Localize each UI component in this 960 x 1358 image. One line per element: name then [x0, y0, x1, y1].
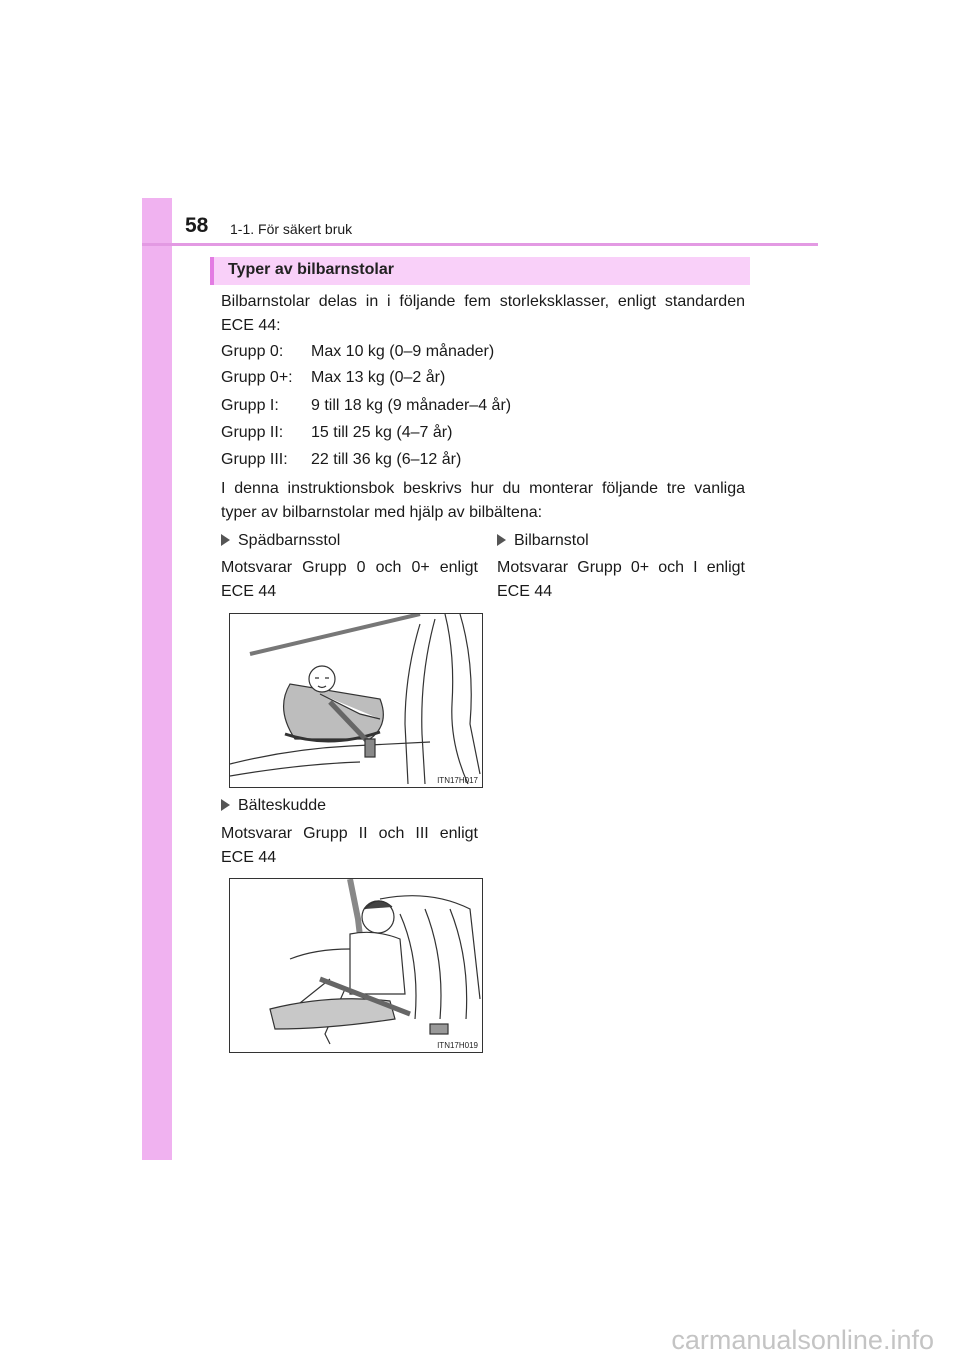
- type-heading-booster-cushion: [221, 794, 326, 818]
- group-value: 15 till 25 kg (4–7 år): [311, 424, 453, 441]
- group-label: Grupp II:: [221, 424, 284, 441]
- type-description: Motsvarar Grupp 0+ och I enligt ECE 44: [497, 559, 745, 600]
- chapter-side-bar: [142, 198, 172, 1160]
- infant-seat-illustration: [229, 613, 483, 788]
- type-title: Bälteskudde: [238, 797, 327, 814]
- type-title: Bilbarnstol: [514, 532, 589, 549]
- type-title: Spädbarnsstol: [238, 532, 341, 549]
- triangle-bullet-icon: [221, 534, 230, 546]
- group-value: Max 13 kg (0–2 år): [311, 369, 446, 386]
- header-rule: [142, 243, 818, 246]
- type-heading-infant-seat: [221, 529, 340, 553]
- group-value: 9 till 18 kg (9 månader–4 år): [311, 397, 512, 414]
- type-description: Motsvarar Grupp II och III enligt ECE 44: [221, 825, 478, 866]
- type-description: Motsvarar Grupp 0 och 0+ enligt ECE 44: [221, 559, 478, 600]
- section-heading-box: [210, 257, 750, 285]
- group-value: 22 till 36 kg (6–12 år): [311, 451, 462, 468]
- group-value: Max 10 kg (0–9 månader): [311, 343, 495, 360]
- section-title: Typer av bilbarnstolar: [228, 261, 394, 278]
- intro-paragraph: Bilbarnstolar delas in i följande fem storleksklasser, enligt standarden ECE 44:: [221, 293, 745, 334]
- group-label: Grupp I:: [221, 397, 279, 414]
- watermark: carmanualsonline.info: [671, 1325, 934, 1355]
- figure-code: ITN17H017: [437, 776, 478, 785]
- group-label: Grupp 0+:: [221, 369, 293, 386]
- page-number: 58: [185, 214, 209, 237]
- chapter-title: 1-1. För säkert bruk: [230, 221, 353, 237]
- triangle-bullet-icon: [221, 799, 230, 811]
- figure-code: ITN17H019: [437, 1041, 478, 1050]
- booster-cushion-illustration: [229, 878, 483, 1053]
- group-label: Grupp 0:: [221, 343, 284, 360]
- type-heading-child-seat: [497, 529, 589, 553]
- outro-paragraph: I denna instruktionsbok beskrivs hur du monterar följande tre vanliga typer av bilbarnstolar med hjälp av bilbältena:: [221, 480, 745, 521]
- group-label: Grupp III:: [221, 451, 288, 468]
- triangle-bullet-icon: [497, 534, 506, 546]
